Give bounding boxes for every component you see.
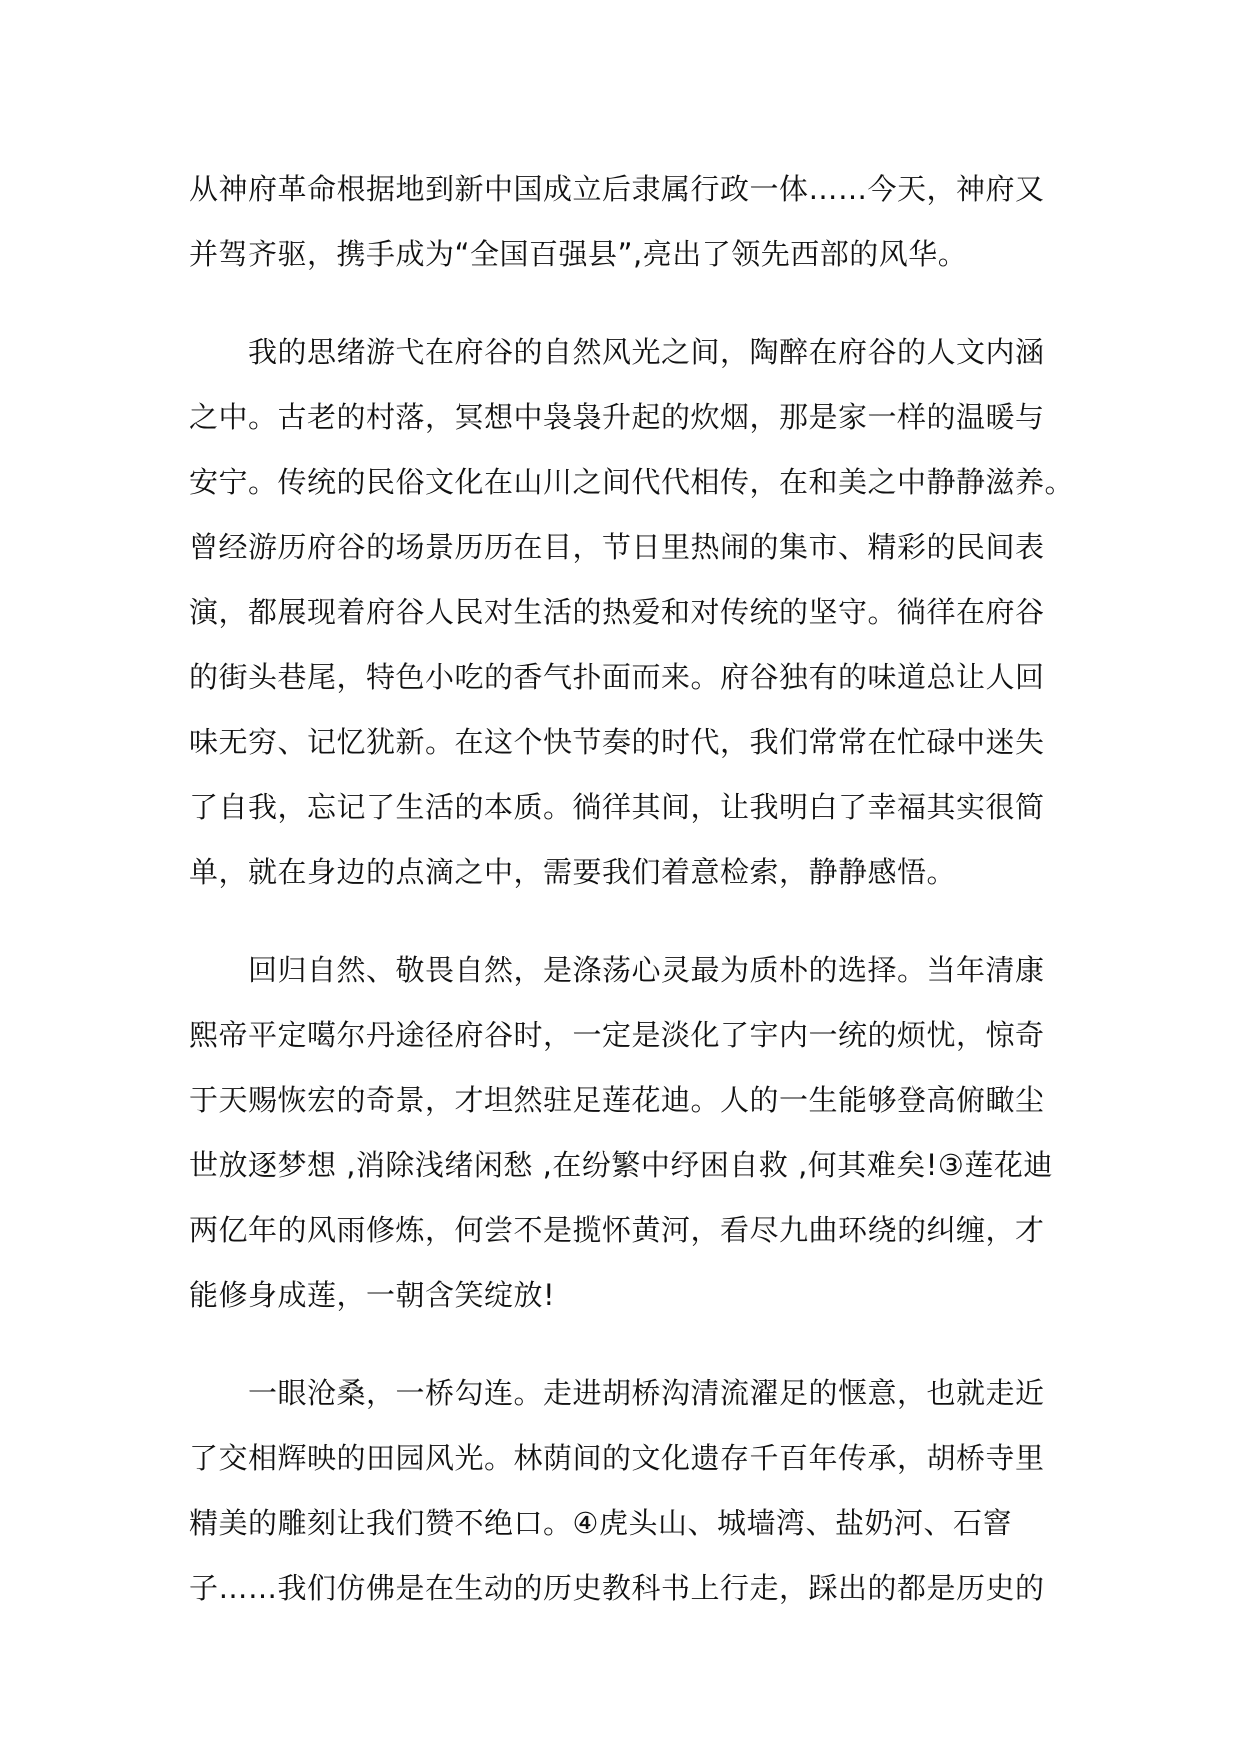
text-line: 子……我们仿佛是在生动的历史教科书上行走，踩出的都是历史的 (189, 1571, 1045, 1605)
text-line: 一眼沧桑，一桥勾连。走进胡桥沟清流濯足的惬意，也就走近 (189, 1376, 1045, 1410)
paragraph (189, 1361, 1069, 1621)
text-line: 了交相辉映的田园风光。林荫间的文化遗存千百年传承，胡桥寺里 (189, 1441, 1045, 1475)
text-line: 之中。古老的村落，冥想中袅袅升起的炊烟，那是家一样的温暖与 (189, 400, 1045, 434)
text-line: 于天赐恢宏的奇景，才坦然驻足莲花迪。人的一生能够登高俯瞰尘 (189, 1083, 1045, 1117)
text-line: 安宁。传统的民俗文化在山川之间代代相传，在和美之中静静滋养。 (189, 465, 1075, 499)
text-line: 熙帝平定噶尔丹途径府谷时，一定是淡化了宇内一统的烦忧，惊奇 (189, 1018, 1045, 1052)
text-line: 演，都展现着府谷人民对生活的热爱和对传统的坚守。徜徉在府谷 (189, 595, 1045, 629)
text-line: 世放逐梦想 ,消除浅绪闲愁 ,在纷繁中纾困自救 ,何其难矣!③莲花迪 (189, 1148, 1053, 1182)
text-line: 精美的雕刻让我们赞不绝口。④虎头山、城墙湾、盐奶河、石窨 (189, 1506, 1012, 1540)
text-line: 从神府革命根据地到新中国成立后隶属行政一体……今天，神府又 (189, 172, 1045, 206)
text-line: 回归自然、敬畏自然，是涤荡心灵最为质朴的选择。当年清康 (189, 953, 1045, 987)
text-line: 能修身成莲，一朝含笑绽放! (189, 1278, 556, 1312)
paragraph (189, 157, 1069, 287)
text-line: 两亿年的风雨修炼，何尝不是揽怀黄河，看尽九曲环绕的纠缠，才 (189, 1213, 1045, 1247)
paragraph (189, 320, 1075, 905)
paragraph (189, 938, 1069, 1328)
text-line: 了自我，忘记了生活的本质。徜徉其间，让我明白了幸福其实很简 (189, 790, 1045, 824)
text-line: 味无穷、记忆犹新。在这个快节奏的时代，我们常常在忙碌中迷失 (189, 725, 1045, 759)
text-line: 曾经游历府谷的场景历历在目，节日里热闹的集市、精彩的民间表 (189, 530, 1045, 564)
text-line: 的街头巷尾，特色小吃的香气扑面而来。府谷独有的味道总让人回 (189, 660, 1045, 694)
text-line: 并驾齐驱，携手成为“全国百强县”,亮出了领先西部的风华。 (189, 237, 968, 271)
text-line: 单，就在身边的点滴之中，需要我们着意检索，静静感悟。 (189, 855, 957, 889)
text-line: 我的思绪游弋在府谷的自然风光之间，陶醉在府谷的人文内涵 (189, 335, 1045, 369)
document-body (189, 157, 1075, 1654)
